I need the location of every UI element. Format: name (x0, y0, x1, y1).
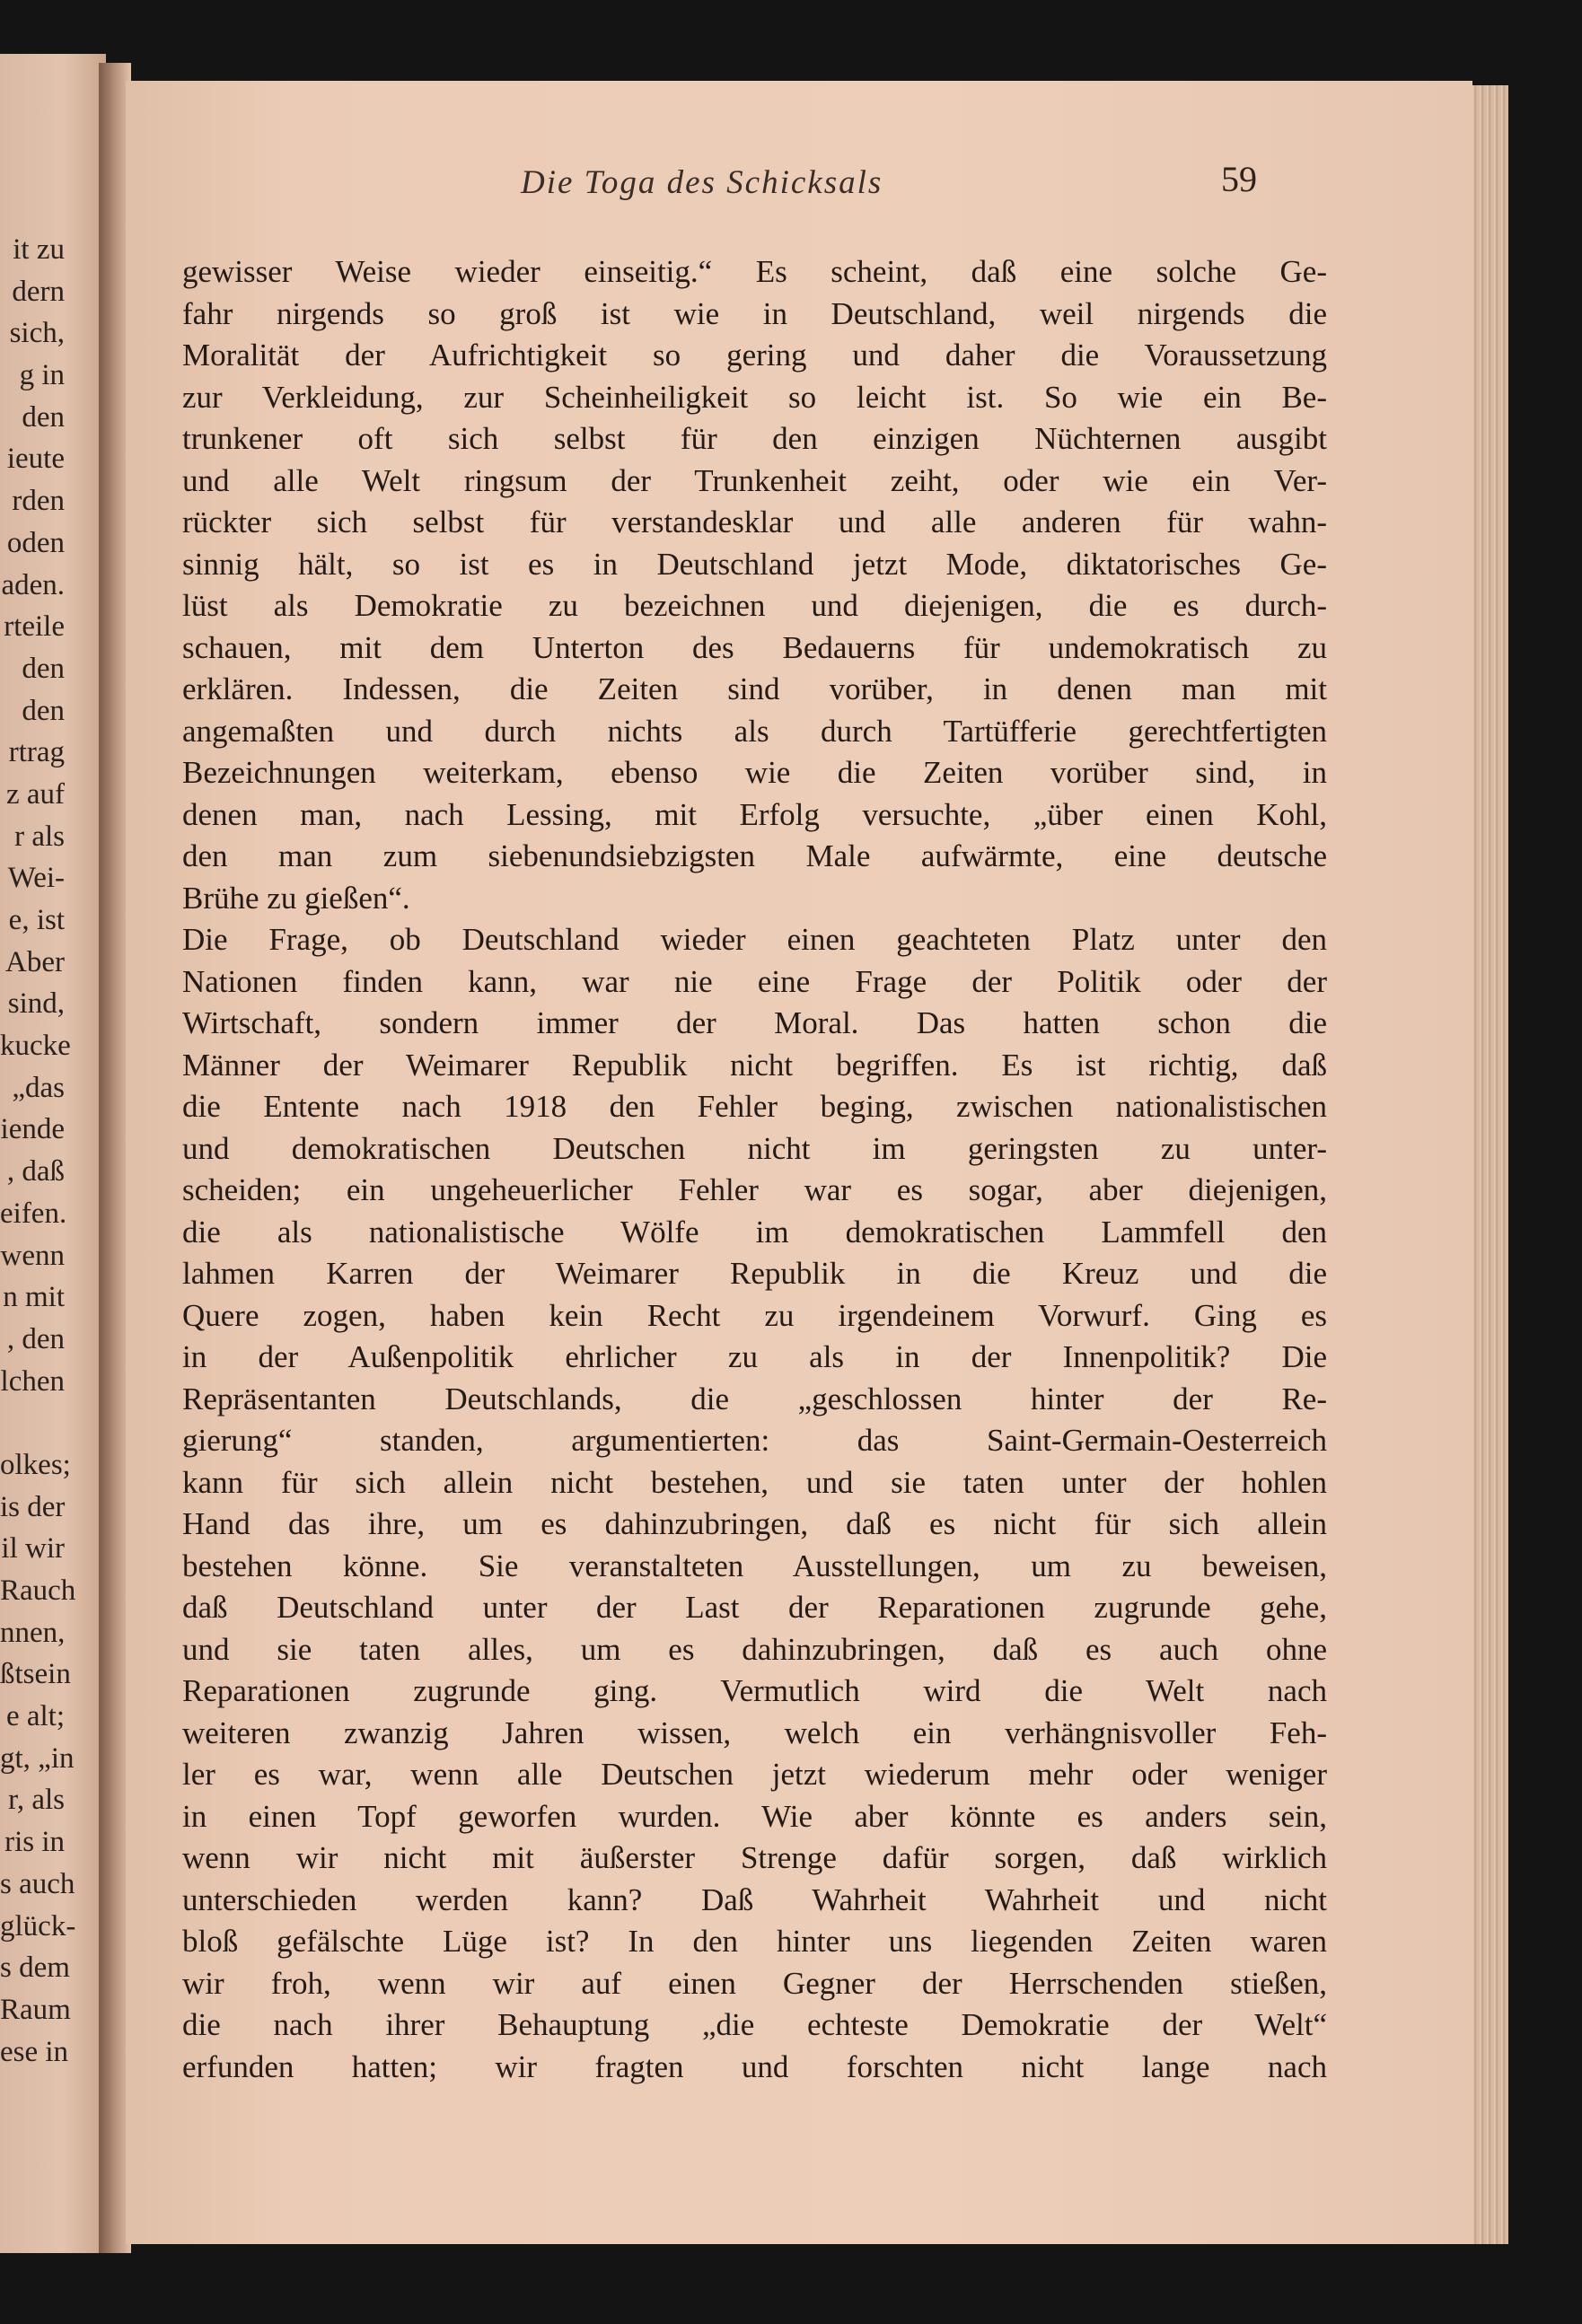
left-page-fragment: „das (12, 1071, 65, 1104)
left-page-fragment (0, 1402, 65, 1444)
left-page-fragment: is der (0, 1490, 66, 1523)
left-page-fragment: rtrag (8, 736, 65, 769)
left-page-fragment: il wir (1, 1532, 65, 1565)
left-page-fragment: wenn (0, 1239, 65, 1272)
left-page-fragment: dern (12, 275, 65, 308)
text-line: trunkener oft sich selbst für den einzigen Nüchternen ausgibt (182, 421, 1327, 456)
left-page-fragment: sind, (7, 987, 65, 1021)
left-page-fragment: den (22, 694, 65, 727)
left-page-fragment: g in (19, 359, 65, 392)
left-page-fragment: Wei- (7, 862, 65, 895)
text-line: die nach ihrer Behauptung „die echteste Demokratie der Welt“ (182, 2007, 1327, 2042)
left-page-fragment: oden (6, 526, 65, 559)
left-page-fragment: sich, (9, 317, 65, 350)
text-line: und alle Welt ringsum der Trunkenheit zeiht, oder wie ein Ver- (182, 462, 1327, 498)
text-line: und demokratischen Deutschen nicht im geringsten zu unter- (182, 1130, 1327, 1166)
text-line: gewisser Weise wieder einseitig.“ Es scheint, daß eine solche Ge- (182, 254, 1327, 289)
left-page-fragment: ßtsein (0, 1658, 71, 1691)
left-page-fragment: aden. (1, 568, 65, 601)
text-line: angemaßten und durch nichts als durch Tartüfferie gerechtfertigten (182, 713, 1327, 749)
text-line: Brühe zu gießen“. (182, 880, 410, 916)
left-page-fragment: glück- (0, 1909, 76, 1943)
left-page-fragment: , daß (6, 1155, 65, 1188)
text-line: Repräsentanten Deutschlands, die „geschlossen hinter der Re- (182, 1381, 1327, 1416)
text-line: ler es war, wenn alle Deutschen jetzt wiederum mehr oder weniger (182, 1757, 1327, 1792)
text-line: Wirtschaft, sondern immer der Moral. Das hatten schon die (182, 1005, 1327, 1040)
left-page-fragment: gt, „in (0, 1741, 75, 1775)
left-page-fragment: rteile (4, 610, 65, 644)
left-page-fragment: eifen. (0, 1197, 67, 1230)
left-page-fragment: e alt; (5, 1700, 65, 1733)
text-line: die als nationalistische Wölfe im demokratischen Lammfell den (182, 1214, 1327, 1250)
left-page-fragment: rden (12, 485, 65, 518)
left-page-fragment: den (22, 652, 65, 685)
left-page-fragment: Rauch (0, 1574, 76, 1607)
text-line: wenn wir nicht mit äußerster Strenge dafür sorgen, daß wirklich (182, 1840, 1327, 1875)
text-line: Die Frage, ob Deutschland wieder einen geachteten Platz unter den (182, 922, 1327, 957)
text-line: lüst als Demokratie zu bezeichnen und diejenigen, die es durch- (182, 588, 1327, 623)
text-line: wir froh, wenn wir auf einen Gegner der Herrschenden stießen, (182, 1965, 1327, 2001)
text-line: zur Verkleidung, zur Scheinheiligkeit so leicht ist. So wie ein Be- (182, 379, 1327, 415)
text-line: in der Außenpolitik ehrlicher zu als in der Innenpolitik? Die (182, 1339, 1327, 1374)
left-page-text-fragments (0, 229, 76, 2073)
text-line: Männer der Weimarer Republik nicht begriffen. Es ist richtig, daß (182, 1047, 1327, 1083)
text-line: sinnig hält, so ist es in Deutschland jetzt Mode, diktatorisches Ge- (182, 546, 1327, 582)
left-page-fragment: ris in (4, 1826, 65, 1859)
left-page-fragment: ese in (0, 2035, 69, 2068)
left-page-fragment: r als (14, 820, 65, 853)
text-line: Bezeichnungen weiterkam, ebenso wie die Zeiten vorüber sind, in (182, 755, 1327, 790)
left-page-fragment: ieute (6, 443, 65, 476)
left-page-fragment: nnen, (0, 1616, 66, 1649)
text-line: lahmen Karren der Weimarer Republik in die Kreuz und die (182, 1256, 1327, 1291)
text-line: erfunden hatten; wir fragten und forschten nicht lange nach (182, 2048, 1327, 2084)
text-line: den man zum siebenundsiebzigsten Male aufwärmte, eine deutsche (182, 838, 1327, 873)
left-page-fragment: , den (6, 1322, 65, 1355)
text-line: kann für sich allein nicht bestehen, und sie taten unter der hohlen (182, 1464, 1327, 1500)
left-page-fragment: n mit (3, 1281, 65, 1314)
text-line: Quere zogen, haben kein Recht zu irgendeinem Vorwurf. Ging es (182, 1297, 1327, 1333)
left-page-fragment: olkes; (0, 1448, 71, 1481)
text-line: daß Deutschland unter der Last der Reparationen zugrunde gehe, (182, 1590, 1327, 1625)
left-page-fragment: s auch (0, 1867, 75, 1900)
body-text (182, 251, 1327, 2088)
left-page-fragment: z auf (5, 777, 65, 811)
text-line: fahr nirgends so groß ist wie in Deutschland, weil nirgends die (182, 295, 1327, 331)
text-line: denen man, nach Lessing, mit Erfolg versuchte, „über einen Kohl, (182, 796, 1327, 832)
text-line: rückter sich selbst für verstandesklar und alle anderen für wahn- (182, 504, 1327, 539)
text-line: erklären. Indessen, die Zeiten sind vorüber, in denen man mit (182, 671, 1327, 706)
text-line: die Entente nach 1918 den Fehler beging, zwischen nationalistischen (182, 1089, 1327, 1124)
left-page-fragment: Raum (0, 1993, 71, 2026)
left-page-fragment: iende (0, 1113, 65, 1146)
text-line: Hand das ihre, um es dahinzubringen, daß es nicht für sich allein (182, 1506, 1327, 1541)
page-number: 59 (1221, 159, 1257, 199)
left-page-fragment: kucke (0, 1030, 71, 1063)
left-page-fragment: lchen (0, 1364, 65, 1398)
left-page-fragment: e, ist (8, 904, 65, 936)
text-line: Nationen finden kann, war nie eine Frage der Politik oder der (182, 963, 1327, 999)
text-line: Moralität der Aufrichtigkeit so gering und daher die Voraussetzung (182, 338, 1327, 373)
text-line: schauen, mit dem Unterton des Bedauerns für undemokratisch zu (182, 629, 1327, 665)
text-line: bloß gefälschte Lüge ist? In den hinter uns liegenden Zeiten waren (182, 1924, 1327, 1959)
left-page-fragment: s dem (0, 1951, 70, 1985)
left-page-fragment: den (22, 400, 65, 434)
left-page-fragment: r, als (8, 1784, 65, 1817)
left-page-fragment: it zu (13, 233, 65, 266)
text-line: in einen Topf geworfen wurden. Wie aber könnte es anders sein, (182, 1798, 1327, 1834)
right-page (126, 81, 1472, 2244)
left-facing-page (0, 54, 106, 2253)
text-line: Reparationen zugrunde ging. Vermutlich wird die Welt nach (182, 1673, 1327, 1708)
left-page-fragment: Aber (5, 945, 65, 978)
text-line: bestehen könne. Sie veranstalteten Ausstellungen, um zu beweisen, (182, 1548, 1327, 1583)
text-line: gierung“ standen, argumentierten: das Saint-Germain-Oesterreich (182, 1423, 1327, 1458)
text-line: scheiden; ein ungeheuerlicher Fehler war es sogar, aber diejenigen, (182, 1172, 1327, 1207)
text-line: weiteren zwanzig Jahren wissen, welch ein verhängnisvoller Feh- (182, 1714, 1327, 1750)
text-line: unterschieden werden kann? Daß Wahrheit Wahrheit und nicht (182, 1881, 1327, 1917)
text-line: und sie taten alles, um es dahinzubringen, daß es auch ohne (182, 1631, 1327, 1667)
running-title: Die Toga des Schicksals (521, 164, 883, 201)
